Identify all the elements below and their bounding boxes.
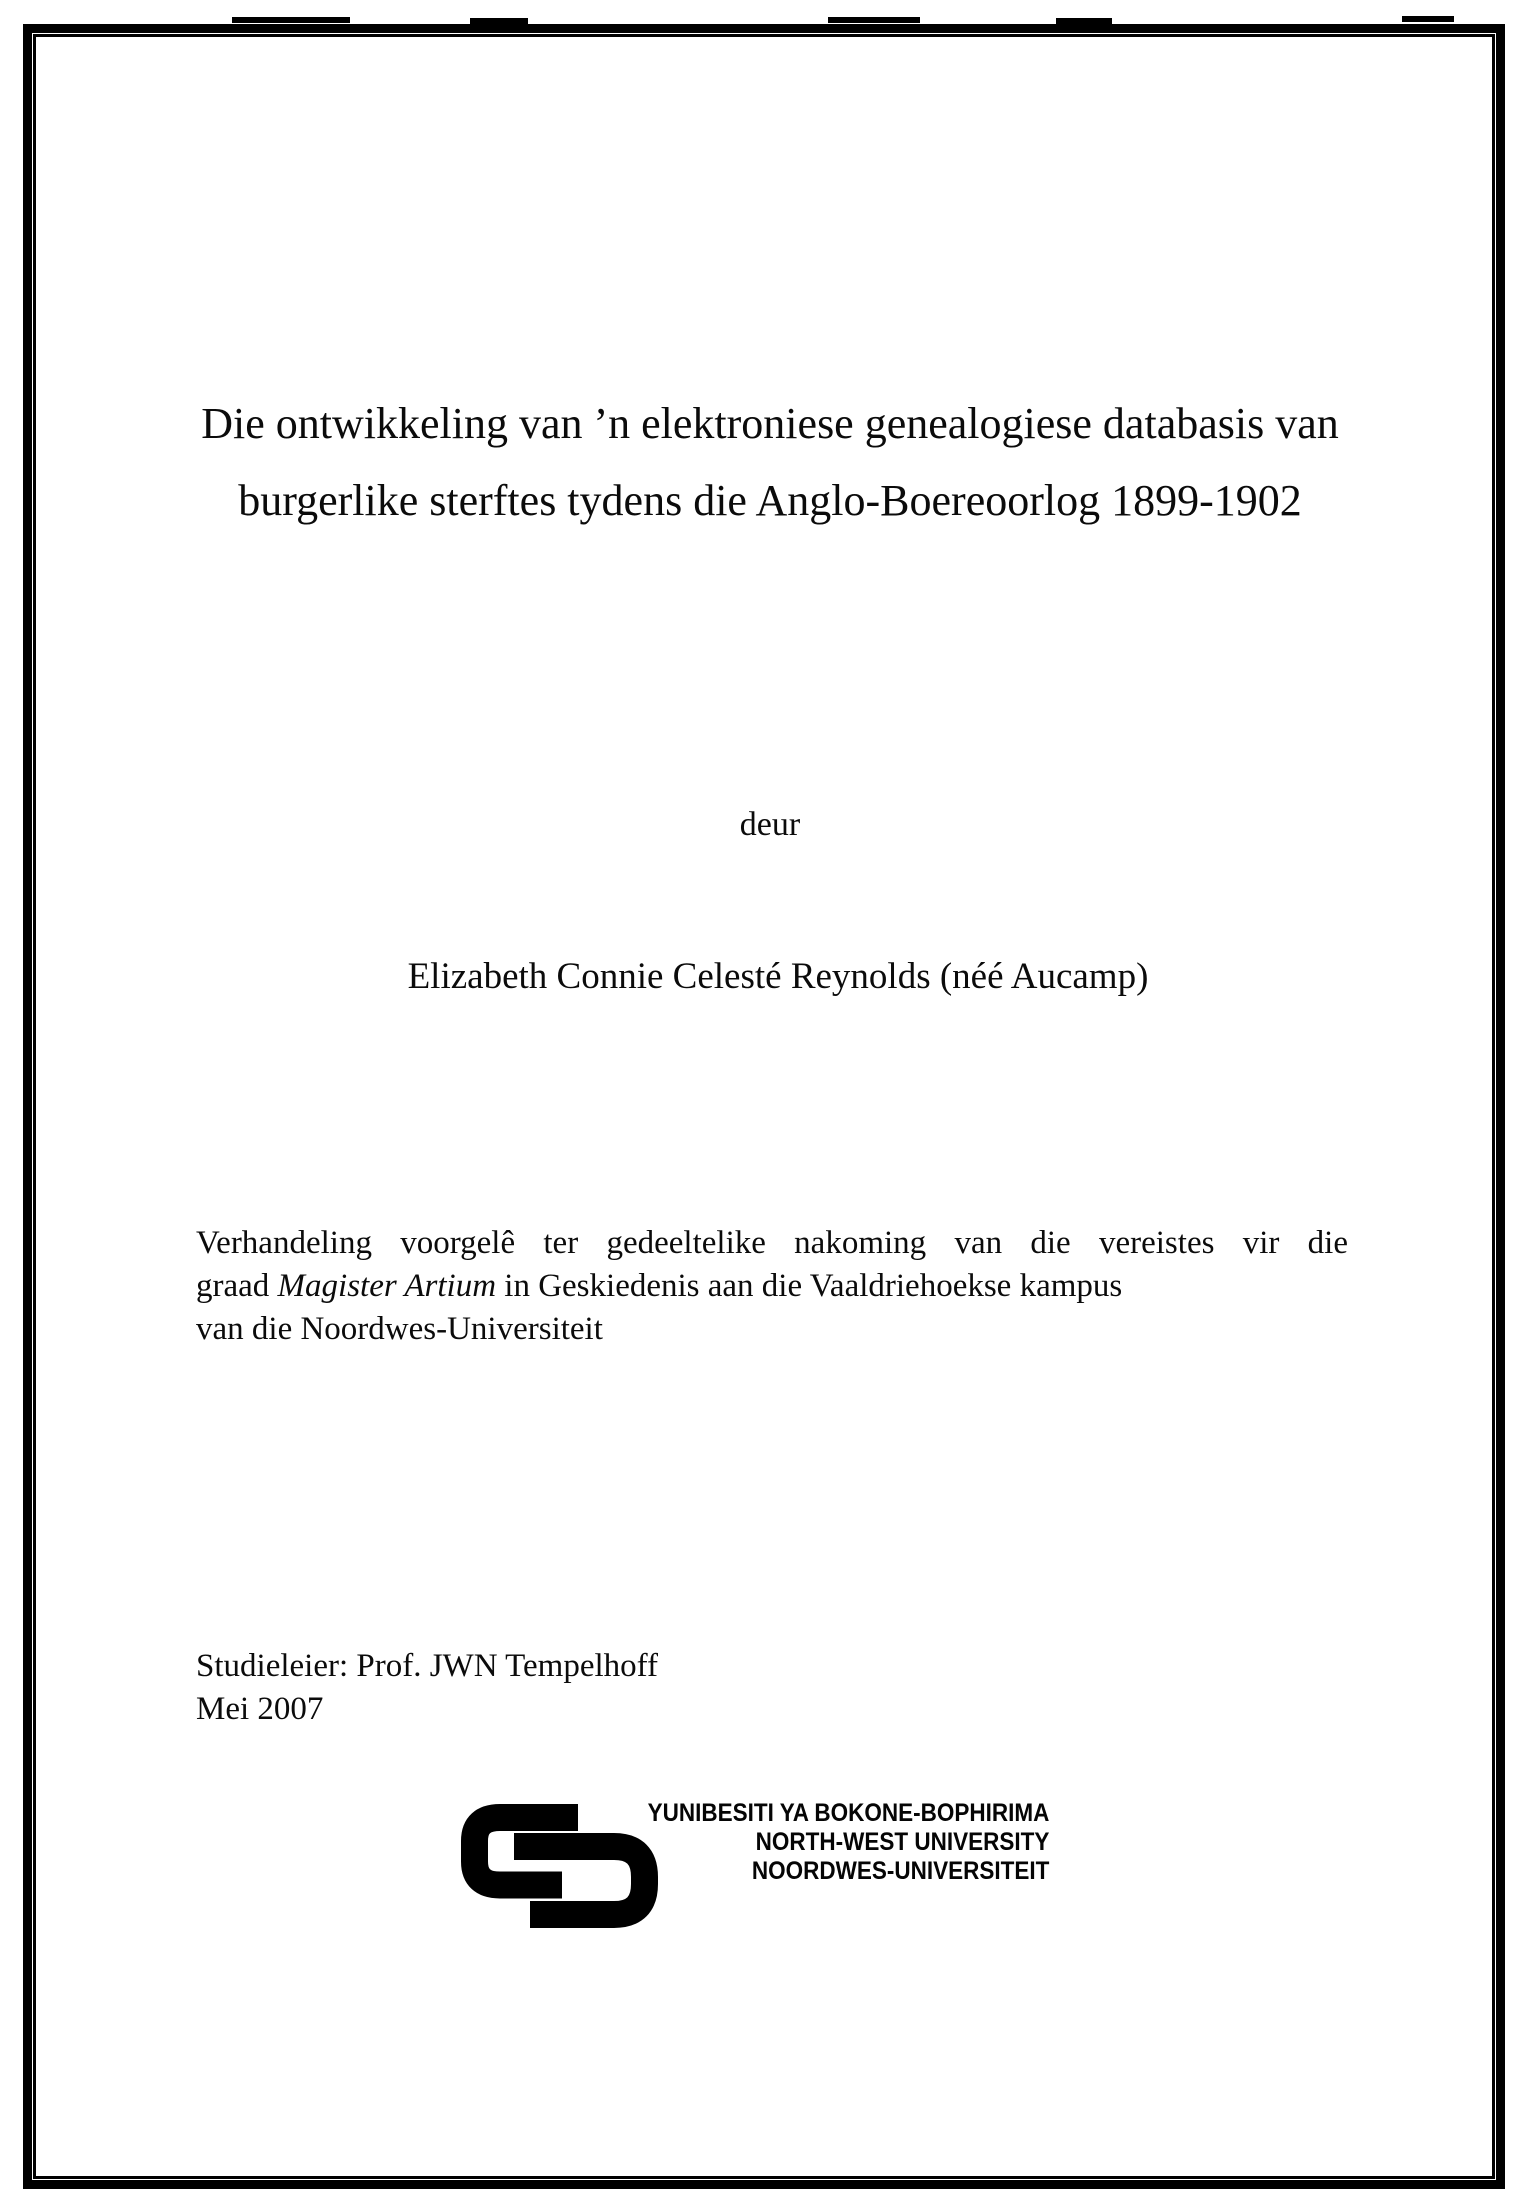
- scan-artifact: [470, 18, 528, 24]
- logo-text-afrikaans: NOORDWES-UNIVERSITEIT: [751, 1857, 1049, 1885]
- statement-line2: [196, 1265, 1348, 1308]
- nwu-logo-icon: [458, 1801, 658, 1931]
- byline-deur: deur: [739, 806, 801, 843]
- logo-text-english: NORTH-WEST UNIVERSITY: [755, 1828, 1049, 1856]
- thesis-statement: [196, 1222, 1348, 1351]
- statement-line2-prefix: graad: [196, 1268, 278, 1304]
- date-line: Mei 2007: [196, 1691, 324, 1727]
- scan-artifact: [1056, 18, 1112, 24]
- author-name: Elizabeth Connie Celesté Reynolds (néé Aucamp): [407, 956, 1149, 997]
- scan-artifact: [1402, 16, 1454, 22]
- logo-text-setswana: YUNIBESITI YA BOKONE-BOPHIRIMA: [647, 1799, 1049, 1827]
- scan-artifact: [828, 17, 920, 23]
- degree-name-italic: Magister Artium: [277, 1268, 497, 1304]
- scan-artifact: [232, 17, 350, 23]
- university-logo-text: [647, 1799, 1049, 1886]
- supervisor-line: Studieleier: Prof. JWN Tempelhoff: [196, 1648, 659, 1684]
- thesis-title-line1: Die ontwikkeling van ’n elektroniese genealogiese databasis van: [201, 399, 1339, 448]
- statement-line1: Verhandeling voorgelê ter gedeeltelike nakoming van die vereistes vir die: [196, 1225, 1348, 1261]
- statement-line2-suffix: in Geskiedenis aan die Vaaldriehoekse kampus: [496, 1268, 1123, 1304]
- thesis-title-line2: burgerlike sterftes tydens die Anglo-Boereoorlog 1899-1902: [238, 476, 1302, 525]
- statement-line3: van die Noordwes-Universiteit: [196, 1311, 603, 1347]
